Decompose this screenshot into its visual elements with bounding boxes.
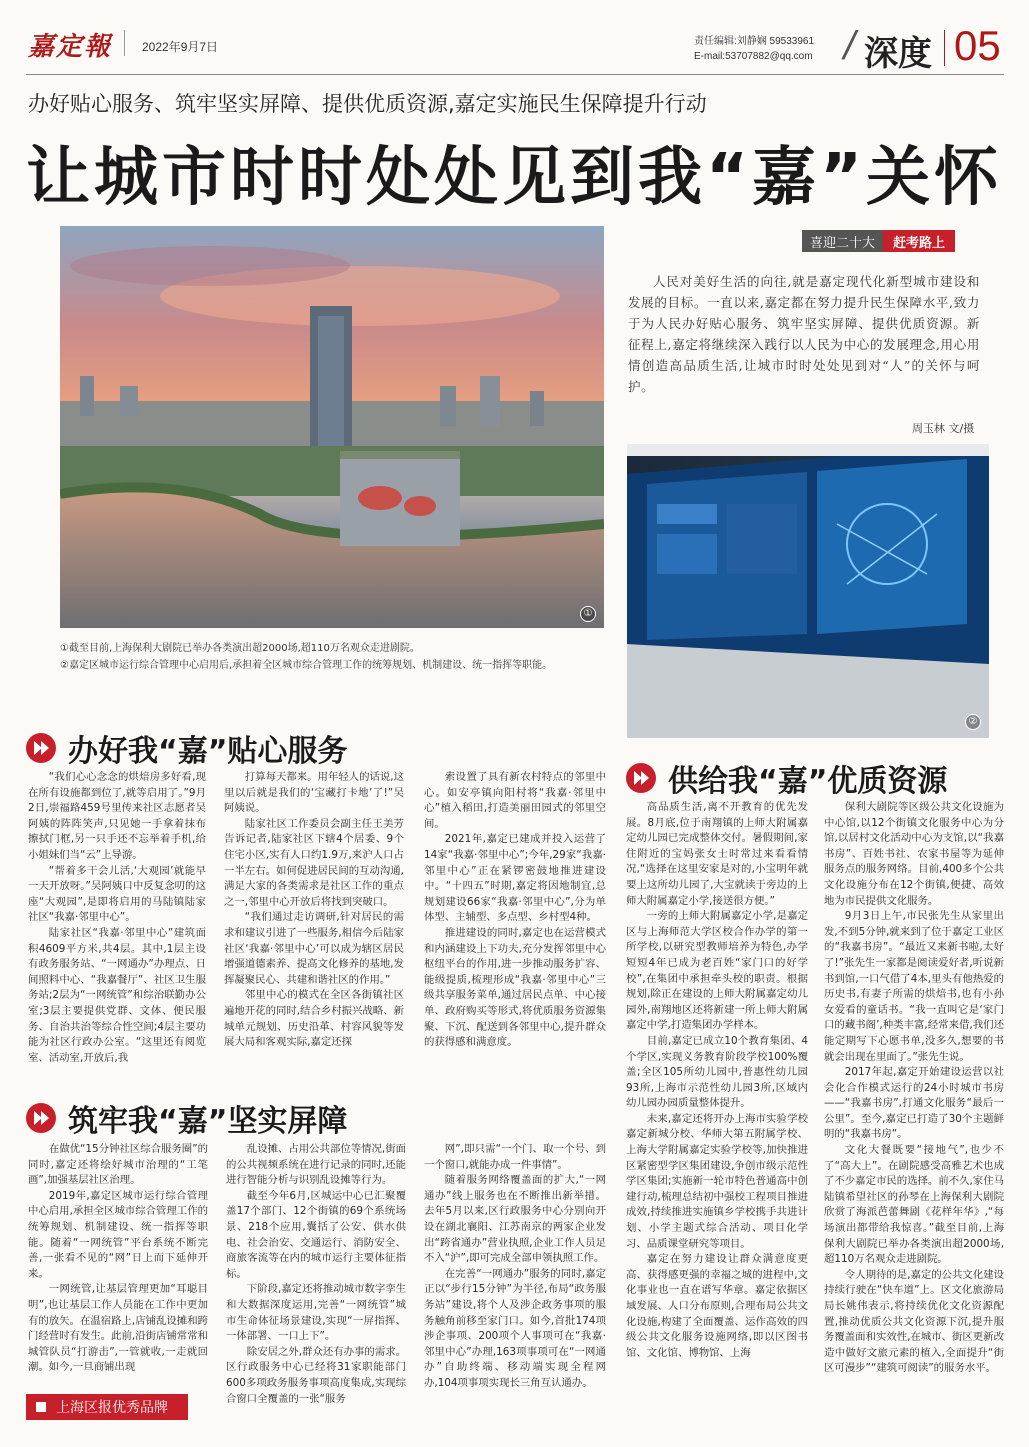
section-2-column-1 — [28, 1142, 208, 1384]
section-divider — [944, 30, 945, 66]
paragraph: 嘉定在努力建设让群众满意度更高、获得感更强的幸福之城的进程中,文化事业也一直在谱写华章。嘉定依据区域发展、人口分布原则,合理布局公共文化设施,构建了全面覆盖、运作高效的四级公共文化服务设施网络,即以区图书馆、文化馆、博物馆、上海 — [626, 1253, 808, 1359]
section-1-column-1 — [28, 770, 206, 1070]
issue-date: 2022年9月7日 — [142, 40, 219, 54]
newspaper-logo: 嘉定報 — [28, 32, 113, 62]
double-arrow-icon — [626, 763, 656, 793]
top-rule — [26, 74, 1004, 75]
page-number: 05 — [954, 22, 1001, 69]
section-name: 深度 — [864, 34, 932, 74]
section-1-title: 办好我“嘉”贴心服务 — [68, 734, 348, 769]
paragraph: 2017年起,嘉定开始建设运营以社会化合作模式运行的24小时城市书房——“我嘉书房”,打通文化服务“最后一公里”。至今,嘉定已打造了30个主题鲜明的“我嘉书房”。 — [824, 1066, 1004, 1141]
section-2-column-2 — [226, 1142, 406, 1424]
masthead-divider — [124, 30, 125, 56]
section-1-column-2 — [224, 770, 404, 1070]
paragraph: 乱设摊、占用公共部位等情况,街面的公共视频系统在进行记录的同时,还能进行智能分析与识别乱设摊等行为。 — [226, 1143, 406, 1187]
paragraph: 目前,嘉定已成立10个教育集团、4个学区,实现义务教育阶段学校100%覆盖;全区105所幼儿园中,普惠性幼儿园93所,上海市示范性幼儿园3所,区域内幼儿园办园质量整体提升。 — [626, 1034, 808, 1110]
masthead-slash: / — [839, 24, 860, 68]
paragraph: 保利大剧院等区级公共文化设施为中心馆,以12个街镇文化服务中心为分馆,以居村文化活动中心为支馆,以“我嘉书房”、百姓书社、农家书屋等为延伸服务点的服务网络。目前,400多个公共文化设施分布在12个街镇,便捷、高效地为市民提供文化服务。 — [824, 801, 1004, 907]
email-line: E-mail:53707882@qq.com — [694, 51, 813, 62]
paragraph: 令人期待的是,嘉定的公共文化建设持续行驶在“快车道”上。区文化旅游局局长姚伟表示,将持续优化文化资源配置,推动优质公共文化资源下沉,提升服务覆盖面和实效性,在城市、街区更新改造中做好文旅元素的植入,全面提升“街区可漫步”“建筑可阅读”的服务水平。 — [824, 1268, 1004, 1375]
footer-label: 上海区报优秀品牌 — [56, 1400, 168, 1416]
author-credit: 周玉林 文/摄 — [912, 422, 975, 435]
tag-left: 喜迎二十大 — [802, 230, 883, 252]
paragraph: 下阶段,嘉定还将推动城市数字孪生和大数据深度运用,完善“一网统管”城市生命体征场景建设,实现“一屏指挥、一体部署、一口上下”。 — [226, 1283, 406, 1343]
paragraph: 邻里中心的模式在全区各街镇社区遍地开花的同时,结合乡村振兴战略、新城单元规划、历史沿革、村容风貌等发展大局和客观实际,嘉定还探 — [224, 989, 404, 1049]
section-2-heading — [26, 1096, 347, 1140]
double-arrow-icon — [26, 733, 56, 763]
paragraph: 2021年,嘉定已建成并投入运营了14家“我嘉·邻里中心”;今年,29家“我嘉·邻里中心”正在紧锣密鼓地推进建设中。“十四五”时期,嘉定将因地制宜,总规划建设66家“我嘉·邻里中心”,分为单体型、主辅型、多点型、乡村型4种。 — [424, 833, 606, 924]
paragraph: 索设置了具有新农村特点的邻里中心。如安亭镇向阳村将“我嘉·邻里中心”植入稻田,打造美丽田园式的邻里空间。 — [424, 771, 606, 830]
theatre-photo-illustration — [60, 226, 604, 628]
caption-1: ①截至目前,上海保利大剧院已举办各类演出超2000场,超110万名观众走进剧院。 — [60, 643, 420, 654]
operations-center-illustration — [627, 444, 989, 738]
paragraph: 随着服务网络覆盖面的扩大,“一网通办”线上服务也在不断推出新举措。去年5月以来,区行政服务中心分别向开设在湖北襄阳、江苏南京的两家企业发出“跨省通办”营业执照,企业工作人员足不入“沪”,即可完成全部申领执照工作。 — [424, 1174, 606, 1265]
paragraph: 除安居之外,群众还有办事的需求。区行政服务中心已经将31家职能部门600多项政务服务事项高度集成,实现综合窗口全覆盖的一张“服务 — [226, 1345, 406, 1405]
paragraph: “帮着多干会儿活,‘大观园’就能早一天开放呀。”吴阿姨口中反复念叨的这座“大观园”,是即将启用的马陆镇陆家社区“我嘉·邻里中心”。 — [28, 864, 206, 924]
paragraph: 文化大餐既要“接地气”,也少不了“高大上”。在剧院感受高雅艺术也成了不少嘉定市民的选择。前不久,家住马陆镇希望社区的孙琴在上海保利大剧院欣赏了海派芭蕾舞剧《花样年华》,“每场演出都带给我惊喜。”截至目前,上海保利大剧院已举办各类演出超2000场,超110万名观众走进剧院。 — [824, 1144, 1004, 1266]
paragraph: 陆家社区工作委员会副主任王美芳告诉记者,陆家社区下辖4个居委、9个住宅小区,实有人口约1.9万,来沪人口占一半左右。如何促进居民间的互动沟通,满足大家的各类需求是社区工作的重点之一,邻里中心开放后将找到突破口。 — [224, 817, 404, 908]
paragraph: 打算每天都来。用年轻人的话说,这里以后就是我们的‘宝藏打卡地’了!”吴阿姨说。 — [224, 771, 404, 815]
headline-kicker: 办好贴心服务、筑牢坚实屏障、提供优质资源,嘉定实施民生保障提升行动 — [28, 92, 707, 116]
square-bullet-icon — [36, 1402, 46, 1412]
paragraph: 网”,即只需“一个门、取一个号、到一个窗口,就能办成一件事情”。 — [424, 1143, 606, 1171]
paragraph: “我们通过走访调研,针对居民的需求和建议引进了一些服务,相信今后陆家社区‘我嘉·邻里中心’可以成为辖区居民增强道德素养、提高文化修养的基地,发挥凝聚民心、共建和谐社区的作用。” — [224, 911, 404, 986]
section-3-column-1 — [626, 800, 808, 1424]
paragraph: 9月3日上午,市民张先生从家里出发,不到5分钟,就来到了位于嘉定工业区的“我嘉书房”。“最近又来新书啦,太好了!”张先生一家都是阅读爱好者,听说新书到馆,一口气借了4本,里头有他热爱的历史书,有妻子所需的烘焙书,也有小孙女爱看的童话书。“我一直叫它是‘家门口的藏书阁’,种类丰富,经常来借,我们还能定期写下心愿书单,没多久,想要的书就会出现在里面了。”张先生说。 — [824, 910, 1004, 1063]
intro-paragraph: 人民对美好生活的向往,就是嘉定现代化新型城市建设和发展的目标。一直以来,嘉定都在努力提升民生保障水平,致力于为人民办好贴心服务、筑牢坚实屏障、提供优质资源。新征程上,嘉定将继续深入践行以人民为中心的发展理念,用心用情创造高品质生活,让城市时时处处见到对“人”的关怀与呵护。 — [628, 274, 980, 394]
paragraph: 截至今年6月,区城运中心已汇聚覆盖17个部门、12个街镇的69个系统场景、218个应用,囊括了公安、供水供电、社会治安、交通运行、消防安全、商旅客流等在内的城市运行主要体征指标。 — [226, 1189, 406, 1280]
section-1-heading — [26, 726, 347, 770]
section-3-title: 供给我“嘉”优质资源 — [668, 764, 948, 799]
main-headline: 让城市时时处处见到我“嘉”关怀 — [26, 141, 1003, 215]
section-2-title: 筑牢我“嘉”坚实屏障 — [68, 1104, 348, 1139]
theatre-photo — [60, 226, 604, 628]
photo-captions — [60, 640, 608, 674]
double-arrow-icon — [26, 1103, 56, 1133]
column-tag — [802, 230, 955, 252]
section-1-column-3 — [424, 770, 606, 1070]
caption-2: ②嘉定区城市运行综合管理中心启用后,承担着全区城市综合管理工作的统筹规划、机制建设、统一指挥等职能。 — [60, 660, 553, 671]
editor-info — [694, 34, 814, 64]
section-2-column-3 — [424, 1142, 606, 1424]
operations-center-photo — [627, 444, 989, 738]
section-3-heading — [626, 756, 947, 800]
editor-line: 责任编辑:刘静娴 59533961 — [694, 36, 815, 47]
paragraph: 一网统管,让基层管理更加“耳聪目明”,也让基层工作人员能在工作中更加有的放矢。在温宿路上,店铺乱设摊和跨门经营时有发生。此前,沿街店铺常常和城管队员“打游击”,一管就收,一走就回潮。如今,一旦商铺出现 — [28, 1283, 208, 1374]
paragraph: 未来,嘉定还将开办上海市实验学校嘉定新城分校、华师大第五附属学校、上海大学附属嘉定实验学校等,加快推进区紧密型学区集团建设,争创市级示范性学区集团;实施新一轮市特色普通高中创建行动,梳理总结初中强校工程项目推进成效,持续推进实施镇乡学校携手共进计划、小学主题式综合活动、项目化学习、品质课堂研究等项目。 — [626, 1112, 808, 1250]
paragraph: 陆家社区“我嘉·邻里中心”建筑面积4609平方米,共4层。其中,1层主设有政务服务站、“一网通办”办理点、日间照料中心、“我嘉餐厅”、社区卫生服务站;2层为“一网统管”和综治联勤办公室;3层主要提供党群、文体、便民服务、自治共治等综合性空间;4层主要功能为社区行政办公室。“这里还有阅览室、活动室,开放后,我 — [28, 926, 206, 1064]
tag-right: 赶考路上 — [883, 230, 955, 252]
paragraph: 高品质生活,离不开教育的优先发展。8月底,位于南翔镇的上师大附属嘉定幼儿园已完成整体交付。暑假期间,家住附近的宝妈张女士时常过来看看情况,“选择在这里安家是对的,小宝明年就要上这所幼儿园了,大宝就读于旁边的上师大附属嘉定小学,接送很方便。” — [626, 801, 808, 907]
photo-badge-1: ① — [580, 606, 596, 622]
footer-brand-bar — [26, 1394, 188, 1420]
paragraph: 2019年,嘉定区城市运行综合管理中心启用,承担全区城市综合管理工作的统筹规划、机制建设、统一指挥等职能。随着“一网统管”平台系统不断完善,一张看不见的“网”日上而下延伸开来。 — [28, 1189, 208, 1280]
photo-badge-2: ② — [965, 714, 981, 730]
paragraph: 推进建设的同时,嘉定也在运营模式和内涵建设上下功夫,充分发挥邻里中心枢纽平台的作用,进一步推动服务扩容、能级提质,梳理形成“我嘉·邻里中心”三级共享服务菜单,通过居民点单、中心接单、政府购买等形式,将优质服务资源集聚、下沉、配送到各邻里中心,提升群众的获得感和满意度。 — [424, 926, 606, 1049]
paragraph: “我们心心念念的烘焙房多好看,现在所有设施都到位了,就等启用了。”9月2日,崇福路459号里传来社区志愿者吴阿姨的阵阵笑声,只见她一手拿着抹布擦拭门框,另一只手还不忘举着手机,给小姐妹们当“云”上导游。 — [28, 771, 206, 861]
paragraph: 一旁的上师大附属嘉定小学,是嘉定区与上海师范大学区校合作办学的第一所学校,以研究型教师培养为特色,办学短短4年已成为老百姓“家门口的好学校”,在集团中承担牵头校的职责。根据规划,除正在建设的上师大附属嘉定幼儿园外,南翔地区还将新建一所上师大附属嘉定中学,打造集团办学样本。 — [626, 910, 808, 1032]
paragraph: 在完善“一网通办”服务的同时,嘉定正以“步行15分钟”为半径,布局“政务服务站”建设,将个人及涉企政务事项的服务触角前移至家门口。如今,首批174项涉企事项、200项个人事项可在“我嘉·邻里中心”办理,163项事项可在“一网通办”自助终端、移动端实现全程网办,104项事项实现长三角互认通办。 — [424, 1267, 606, 1389]
section-3-column-2 — [824, 800, 1004, 1424]
paragraph: 在做优“15分钟社区综合服务圈”的同时,嘉定还将绘好城市治理的“工笔画”,加强基层社区治理。 — [28, 1143, 208, 1187]
